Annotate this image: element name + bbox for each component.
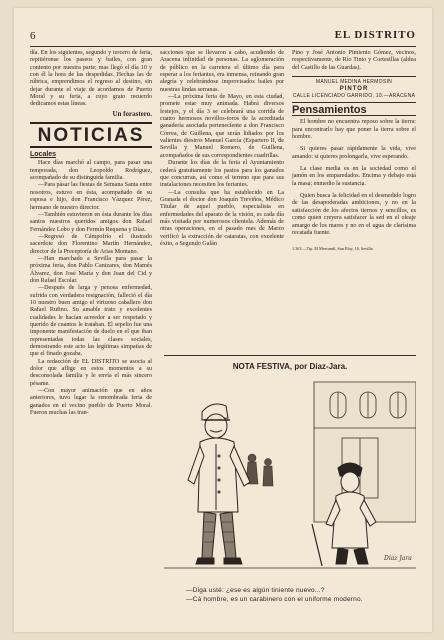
soldier-figure: [188, 404, 250, 564]
news-item: —Después de larga y penosa enfermedad, sufrida con verdadera resignación, falleció el día 10 nuestro buen amigo el virtuoso caballero don Rafael Rufino. Su amable trato y excelentes cualidades le hacían acreedor a ser respetado y querido de cuantos le trataban. El sepelio fue una imponente manifestación de duelo en el que iban representadas todas las clases sociales, demostrando este acto las legítimas simpatías de que el finado gozaba.: [30, 285, 152, 358]
column-1: [30, 50, 152, 417]
news-item: sacciones que se llevaron a cabo, acudiendo de Aracena infinidad de personas. La aglomeración de público en la carretera el último día para esperar a los feriantes, era inmensa, reinando gran alegría y celebrándose improvisados bailes por nuestras lindas serranas.: [160, 50, 284, 93]
thought-item: El hombre no encuentra reposo sobre la tierra: para encontrarlo hay que poner la tierra sobre el hombre.: [292, 119, 416, 141]
thought-item: La clase media es en la sociedad como el jamón en los emparedados. Encima y debajo está la masa: enmedio la sustancia.: [292, 166, 416, 187]
cartoon-illustration: [164, 372, 416, 584]
column-2: [160, 50, 284, 248]
newspaper-title: EL DISTRITO: [334, 29, 416, 41]
news-item: —La próxima feria de Mayo, en esta ciudad, promete estar muy animada. Habrá diversos festejos, y el día 3 se celebrará una corrida de cuatro hermosos novillos-toros de la acreditada ganadería asociada perteneciente a don Francisco Correa, de Guillena, que serán lidiados por los valientes diestros Manuel García (Espartero II, de Sevilla y Manuel Romero, de Guillena, acompañados de sus correspondientes cuadrillas.: [160, 94, 284, 159]
advertisement: [292, 76, 416, 103]
news-item: —La consulta que ha establecido en La Granada el doctor don Joaquín Treviños, Médico Titular de aquel pueblo, especialista en enfermedades del aparato de la visión, es cada día más visitada por numerosos clientela. Además de otras operaciones, en el pasado mes de Marzo verificó la extracción de cataratas, con excelente éxito, a Segundo Galán: [160, 189, 284, 247]
news-item: Hace días marchó al campo, para pasar una temporada, don Leopoldo Rodríguez, acompañado de su distinguida familia.: [30, 160, 152, 182]
newspaper-page: [14, 8, 432, 632]
thought-item: Si quieres pasar rápidamente la vida, vive amando: si quieres prolongarla, vive esperando.: [292, 146, 416, 160]
section-title-noticias: NOTICIAS: [30, 122, 152, 148]
caption-line-1: —Diga usté: ¿ese es algún tiniente nuevo...?: [186, 587, 325, 594]
section-title-pensamientos: Pensamientos: [292, 107, 416, 116]
cartoon-caption: [186, 586, 410, 604]
news-item: Pino y José Antonio Pimiento Gómez, vecinos, respectivamente, de Río Tinto y Cortesillas (aldea del Castillo de las Guardas).: [292, 50, 416, 71]
printer-imprint: 1.363.—Tip. El Mercantil, San Eloy, 16, Sevilla.: [292, 246, 374, 252]
page-header: [30, 30, 416, 46]
thought-item: Quien busca la felicidad en el desmedido logro de las desapoderadas ambiciones, y no en la satisfacción de los afectos tiernos y sencillos, es como quien creyera satisfacer la sed en el oleaje amargo de los mares y no en el agua de clarísima recatada fuente.: [292, 193, 416, 236]
cartoon-separator: [164, 355, 416, 356]
article-signature: Un forastero.: [112, 109, 152, 118]
cartoon-signature: Díaz Jara: [384, 555, 412, 562]
article-continuation: día. En los siguientes, segundo y tercero de feria, repitiéronse los paseos y bailes, con gran contento por nuestra parte; mas llegó el día 10 y con él la hora de las despedidas. Hechas las de rúbrica, emprendimos el regreso al destino, sin dejar durante el viaje de acordarnos de Puerto Moral y su feria, a cuyo grato recuerdo dedicamos estas líneas.: [30, 50, 152, 108]
page-number: 6: [30, 30, 36, 42]
ad-role: PINTOR: [339, 86, 369, 93]
news-item: Durante los días de la feria el Ayuntamiento cederá gratuitamente los pastos para los ganados que concurran, así como el terreno que para sus instalaciones necesiten los feriantes.: [160, 160, 284, 189]
news-item: —También estuvieron en ésta durante los días santos nuestros queridos amigos don Rafael Fernández Lobo y don Fermín Requena y Díaz.: [30, 211, 152, 233]
news-item: La redacción de EL DISTRITO se asocia al dolor que aflige en estos momentos a su desconsolada familia y le envía el más sincero pésame.: [30, 358, 152, 387]
header-rule: [30, 46, 416, 47]
news-item: —Con mayor animación que en años anteriores, tuvo lugar la renombrada feria de ganados en el vecino pueblo de Puerto Moral. Fueron muchas las tran-: [30, 388, 152, 417]
ad-name: MANUEL MEDINA HERMOSIN: [315, 79, 393, 86]
news-item: —Han marchado a Sevilla para pasar la próxima feria, don Pablo Canizares, don Mamés Álvarez, don José María y don Juan del Cid y don Rafael Escolar.: [30, 255, 152, 284]
column-3: [292, 50, 416, 253]
subsection-locales: Locales: [30, 151, 57, 159]
ad-address: CALLE LICENCIADO GARRIDO, 10.—ARACENA: [292, 93, 416, 100]
news-item: —Regresó de Cámpofrío el ilustrado sacerdote don Florentino Martín Hernández, director de la Preceptoría de Arias Montano.: [30, 233, 152, 255]
caption-line-2: —Cá hombre, es un carabinero con el uniforme moderno.: [186, 596, 363, 603]
cartoon-title: NOTA FESTIVA, por Díaz-Jara.: [232, 362, 348, 371]
news-item: —Para pasar las fiestas de Semana Santa entre nosotros, estuvo en ésta, acompañado de su esposa e hijo, don Francisco Vázquez Pérez, hermano de nuestro director.: [30, 182, 152, 211]
